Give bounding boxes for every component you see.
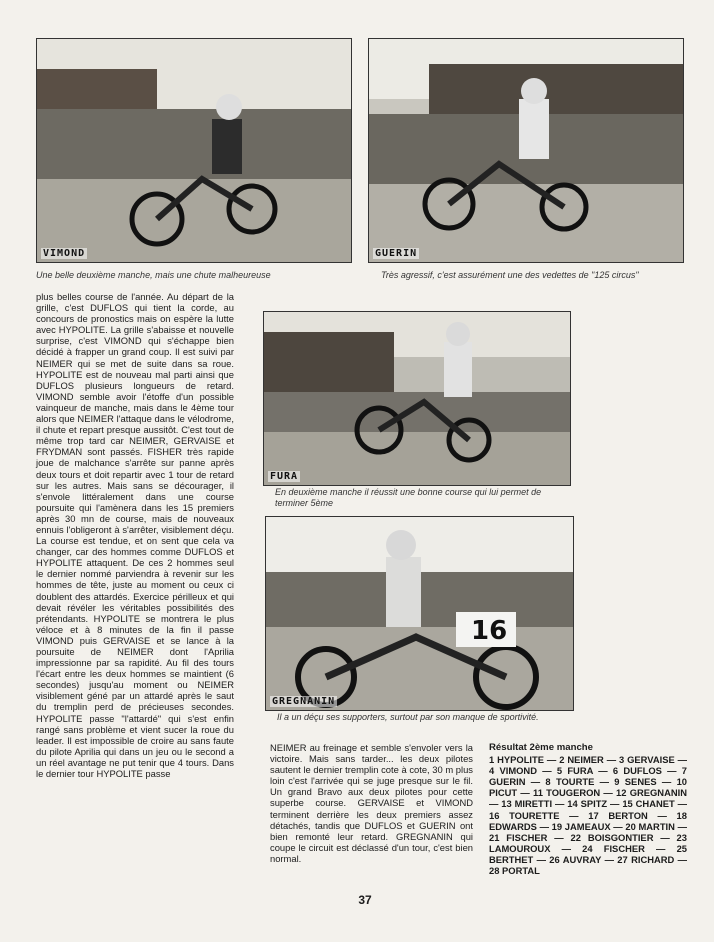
results-list: 1 HYPOLITE — 2 NEIMER — 3 GERVAISE — 4 VIMOND — 5 FURA — 6 DUFLOS — 7 GUERIN — 8 TOURTE — 9 SENES — 10 PICUT — 11 TOUGERON — 12 GREGNANIN — 13 MIRETTI — 14 SPITZ — 15 CHANET — 16 TOURETTE — 17 BERTON — 18 EDWARDS — 19 JAMEAUX — 20 MARTIN — 21 FISCHER — 22 BOISGONTIER — 23 LAMOUROUX — 24 FISCHER — 25 BERTHET — 26 AUVRAY — 27 RICHARD — 28 PORTAL [489, 754, 687, 877]
page-number: 37 [358, 893, 372, 907]
photo-credit-label: VIMOND [43, 248, 86, 259]
photo-fura [263, 311, 571, 486]
photo-gregnanin [265, 516, 574, 711]
photo-caption: Très agressif, c'est assurément une des vedettes de "125 circus" [381, 270, 639, 280]
photo-vimond [36, 38, 352, 263]
photo-credit-label: GREGNANIN [272, 696, 336, 707]
photo-caption: Il a un déçu ses supporters, surtout par son manque de sportivité. [277, 712, 539, 722]
motocross-photo-image [369, 39, 683, 262]
photo-credit-label: GUERIN [375, 248, 418, 259]
motocross-photo-image [264, 312, 570, 485]
results-box [489, 742, 687, 876]
photo-caption: En deuxième manche il réussit une bonne course qui lui permet de terminer 5ème [275, 487, 542, 508]
photo-guerin [368, 38, 684, 263]
photo-credit-label: FURA [270, 471, 299, 482]
motocross-photo-image [266, 517, 573, 710]
motocross-photo-image [37, 39, 351, 262]
photo-caption: Une belle deuxième manche, mais une chute malheureuse [36, 270, 271, 280]
article-column-left: plus belles course de l'année. Au départ de la grille, c'est DUFLOS qui tient la corde, au concours de pronostics mais on espère la lutte avec HYPOLITE. La grille s'abaisse et nouvelle surprise, c'est VIMOND qui s'échappe bien décidé à frapper un grand coup. Il est suivi par NEIMER qui se met de suite dans sa roue. HYPOLITE est de nouveau mal parti ainsi que DUFLOS plusieurs longueurs de retard. VIMOND semble avoir l'étoffe d'un possible vainqueur de manche, mais dans le 4ème tour alors que NEIMER l'attaque dans le vélodrome, il chute et repart presque aussitôt. C'est tout de même trop tard car NEIMER, GERVAISE et FRYDMAN sont passés. FISHER très rapide joue de malchance s'arrête sur panne après deux tours et doit repartir avec 1 tour de retard sur les autres. Mais sans se décourager, il s'envole littéralement dans une course poursuite qui l'amènera dans les 15 premiers après 30 mn de course, mais de nouveaux ennuis l'obligeront à s'arrêter, visiblement déçu. La course est tendue, et on sent que cela va changer, car des hommes comme DUFLOS et HYPOLITE attaquent. De ces 2 hommes seul le dernier nommé parviendra à revenir sur les hommes de tête, juste au moment ou ceux ci doublent des attardés. Exercice périlleux et qui devait révéler les véritables possibilités des prétendants. HYPOLITE se montrera le plus véloce et à 8 minutes de la fin il passe VIMOND puis GERVAISE et se lance à la poursuite de NEIMER dont l'Aprilia impressionne par sa rapidité. Au fil des tours l'écart entre les deux hommes se maintient (6 secondes) jusqu'au moment ou NEIMER visiblement géné par un attardé après le saut du tremplin perd de précieuses secondes. HYPOLITE passe "l'attardé" qui s'est enfin rangé sans problème et vient sucer la roue du leader. Il est impossible de croire au sans faute du pilote Aprilia qui dans un jeu ou le second a un réel avantage ne put tenir que 4 tours. Dans le dernier tour HYPOLITE passe [36, 291, 234, 780]
svg-text:16: 16 [471, 616, 508, 646]
article-column-middle: NEIMER au freinage et semble s'envoler vers la victoire. Mais sans tarder... les deux pilotes sautent le dernier tremplin cote à cote, 30 m plus loin c'est l'arrivée qui se juge presque sur le fil. Un grand Bravo aux deux pilotes pour cette superbe course. GERVAISE et VIMOND terminent derrière les deux premiers assez détachés, tandis que DUFLOS et GUERIN ont bien remonté leur retard. GREGNANIN qui coupe le circuit est déclassé d'un tour, c'est bien normal. [270, 742, 473, 864]
results-title: Résultat 2ème manche [489, 742, 593, 753]
